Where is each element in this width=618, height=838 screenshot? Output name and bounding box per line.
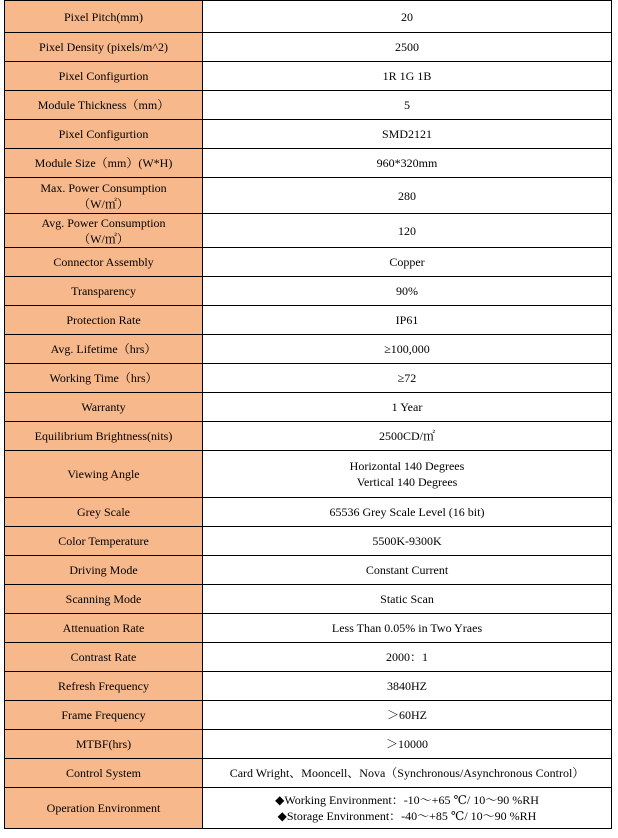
spec-label-text: Connector Assembly [53,255,154,269]
spec-label-cell [5,120,203,149]
spec-value-text: 90% [396,284,418,298]
spec-value-text: Card Wright、Mooncell、Nova（Synchronous/Asynchronous Control） [229,766,585,780]
spec-label-cell [5,364,203,393]
spec-value-text: Static Scan [380,592,434,606]
spec-value-text: 65536 Grey Scale Level (16 bit) [329,505,485,519]
spec-value-cell [203,306,612,335]
spec-label-text: Control System [65,766,141,780]
table-row [5,306,612,335]
table-row [5,364,612,393]
spec-value-cell [203,422,612,451]
spec-label-cell [5,614,203,643]
spec-label-cell [5,556,203,585]
spec-label-text: Max. Power Consumption [40,180,167,195]
spec-label-cell [5,730,203,759]
table-row [5,91,612,120]
spec-value-cell [203,214,612,248]
spec-label-cell [5,306,203,335]
spec-label-text: Attenuation Rate [62,621,145,635]
spec-label-text: Avg. Power Consumption [41,215,166,230]
spec-label-cell [5,759,203,788]
spec-label-text: Avg. Lifetime（hrs） [50,342,157,356]
spec-value-text: SMD2121 [381,127,432,141]
spec-label-text: Transparency [71,284,136,298]
spec-label-text: Grey Scale [77,505,130,519]
spec-value-text: 120 [398,223,416,238]
spec-label-cell [5,178,203,214]
table-row [5,556,612,585]
spec-label-text: Color Temperature [58,534,149,548]
spec-value-cell [203,364,612,393]
spec-label-text: Equilibrium Brightness(nits) [34,429,173,443]
spec-label-text: （W/㎡） [78,231,129,246]
spec-label-text: Working Time（hrs） [49,371,158,385]
spec-label-cell [5,62,203,91]
table-row [5,527,612,556]
spec-label-cell [5,335,203,364]
table-row [5,178,612,214]
spec-value-text: Horizontal 140 Degrees [349,459,465,473]
spec-value-cell [203,585,612,614]
table-row [5,248,612,277]
spec-label-text: Warranty [81,400,126,414]
table-row [5,585,612,614]
table-row [5,614,612,643]
spec-label-cell [5,788,203,829]
table-row [5,451,612,498]
spec-label-text: Pixel Density (pixels/m^2) [39,40,168,54]
spec-value-cell [203,335,612,364]
spec-value-text: 960*320mm [376,156,438,170]
spec-value-text: ≥100,000 [384,342,430,356]
spec-value-text: IP61 [395,313,419,327]
spec-label-cell [5,451,203,498]
table-row [5,149,612,178]
spec-table [4,0,612,829]
spec-value-text: ◆Working Environment：-10～+65 ℃/ 10～90 %RH [275,793,539,807]
spec-label-cell [5,214,203,248]
spec-value-cell [203,701,612,730]
spec-value-cell [203,91,612,120]
spec-label-text: Frame Frequency [61,708,146,722]
spec-label-cell [5,248,203,277]
spec-label-cell [5,33,203,62]
spec-value-text: 280 [398,188,416,203]
spec-value-text: ＞10000 [385,737,428,751]
table-row [5,730,612,759]
spec-label-text: Refresh Frequency [58,679,149,693]
spec-value-text: 5 [404,98,410,112]
spec-value-cell [203,672,612,701]
spec-label-text: Module Thickness（mm） [37,98,170,112]
spec-label-cell [5,498,203,527]
spec-label-cell [5,643,203,672]
spec-value-text: 2500CD/㎡ [378,429,435,443]
spec-value-text: Copper [389,255,425,269]
spec-label-text: Protection Rate [66,313,141,327]
spec-value-cell [203,120,612,149]
spec-label-cell [5,527,203,556]
spec-label-cell [5,422,203,451]
table-row [5,393,612,422]
spec-value-cell [203,248,612,277]
table-row [5,498,612,527]
table-row [5,335,612,364]
spec-value-cell [203,277,612,306]
spec-value-text: ＞60HZ [387,708,427,722]
spec-label-text: MTBF(hrs) [75,737,132,751]
spec-value-cell [203,556,612,585]
spec-value-cell [203,643,612,672]
spec-label-cell [5,91,203,120]
spec-value-cell [203,498,612,527]
spec-label-cell [5,701,203,730]
spec-label-text: Pixel Configurtion [58,69,149,83]
spec-value-cell [203,614,612,643]
spec-label-cell [5,585,203,614]
table-row [5,1,612,33]
spec-value-text: Less Than 0.05% in Two Yraes [331,621,483,635]
spec-label-text: Pixel Pitch(mm) [64,9,143,24]
spec-value-text: 5500K-9300K [372,534,442,548]
table-row [5,120,612,149]
table-row [5,62,612,91]
spec-value-text: 3840HZ [387,679,427,693]
spec-value-text: ◆Storage Environment：-40～+85 ℃/ 10～90 %RH [277,809,537,823]
table-row [5,214,612,248]
spec-value-cell [203,527,612,556]
spec-value-cell [203,62,612,91]
spec-label-text: Scanning Mode [65,592,142,606]
spec-label-text: Contrast Rate [70,650,137,664]
table-row [5,422,612,451]
spec-value-text: 2000：1 [385,650,428,664]
table-row [5,33,612,62]
spec-label-text: Module Size（mm）(W*H) [34,156,173,170]
spec-label-cell [5,393,203,422]
spec-value-cell [203,759,612,788]
table-row [5,759,612,788]
spec-label-text: Operation Environment [46,801,161,815]
spec-label-cell [5,277,203,306]
spec-value-cell [203,451,612,498]
table-row [5,701,612,730]
spec-value-text: 2500 [395,40,419,54]
table-row [5,277,612,306]
spec-label-cell [5,672,203,701]
spec-value-text: ≥72 [397,371,417,385]
spec-label-text: Pixel Configurtion [58,127,149,141]
spec-value-text: 1 Year [391,400,423,414]
spec-label-text: （W/㎡） [78,196,129,211]
spec-label-text: Viewing Angle [67,467,140,481]
spec-value-cell [203,1,612,33]
spec-value-text: 1R 1G 1B [382,69,432,83]
spec-label-cell [5,1,203,33]
spec-value-cell [203,393,612,422]
table-row [5,788,612,829]
spec-value-text: 20 [401,9,413,24]
table-row [5,643,612,672]
spec-value-text: Vertical 140 Degrees [356,475,458,489]
table-row [5,672,612,701]
spec-value-cell [203,149,612,178]
spec-value-cell [203,178,612,214]
spec-value-cell [203,730,612,759]
spec-value-cell [203,788,612,829]
spec-value-text: Constant Current [365,563,449,577]
spec-value-cell [203,33,612,62]
spec-label-cell [5,149,203,178]
spec-label-text: Driving Mode [69,563,138,577]
spec-table-body [5,1,612,829]
